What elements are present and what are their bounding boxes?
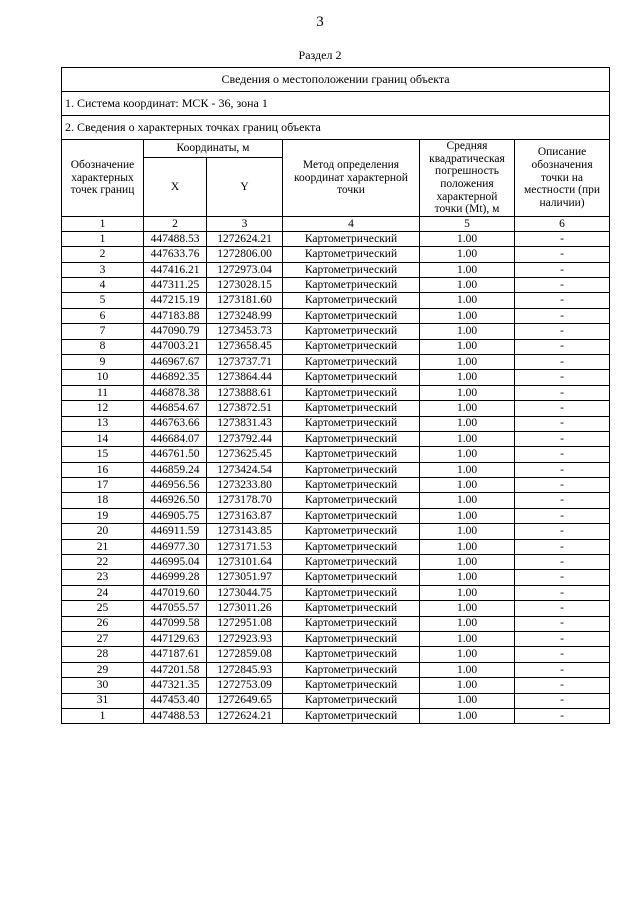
error-cell: 1.00 (420, 524, 515, 539)
point-id-cell: 31 (62, 693, 144, 708)
x-coord-cell: 447311.25 (144, 278, 207, 293)
method-cell: Картометрический (283, 585, 420, 600)
y-coord-cell: 1273181.60 (207, 293, 283, 308)
point-id-cell: 23 (62, 570, 144, 585)
method-cell: Картометрический (283, 416, 420, 431)
table-row (62, 293, 610, 308)
table-row (62, 539, 610, 554)
header-designation: Обозначение характерных точек границ (62, 140, 144, 217)
error-cell: 1.00 (420, 370, 515, 385)
point-id-cell: 17 (62, 478, 144, 493)
table-row (62, 416, 610, 431)
table-row (62, 555, 610, 570)
coord-system: 1. Система координат: МСК - 36, зона 1 (62, 92, 610, 116)
point-id-cell: 19 (62, 508, 144, 523)
error-cell: 1.00 (420, 278, 515, 293)
y-coord-cell: 1273171.53 (207, 539, 283, 554)
method-cell: Картометрический (283, 293, 420, 308)
error-cell: 1.00 (420, 616, 515, 631)
point-id-cell: 1 (62, 231, 144, 246)
error-cell: 1.00 (420, 308, 515, 323)
method-cell: Картометрический (283, 647, 420, 662)
method-cell: Картометрический (283, 708, 420, 723)
description-cell: - (515, 385, 610, 400)
y-coord-cell: 1272753.09 (207, 678, 283, 693)
description-cell: - (515, 354, 610, 369)
table-row (62, 385, 610, 400)
description-cell: - (515, 524, 610, 539)
error-cell: 1.00 (420, 693, 515, 708)
x-coord-cell: 446761.50 (144, 447, 207, 462)
x-coord-cell: 446995.04 (144, 555, 207, 570)
y-coord-cell: 1273888.61 (207, 385, 283, 400)
description-cell: - (515, 339, 610, 354)
method-cell: Картометрический (283, 431, 420, 446)
method-cell: Картометрический (283, 447, 420, 462)
point-id-cell: 16 (62, 462, 144, 477)
error-cell: 1.00 (420, 293, 515, 308)
x-coord-cell: 446684.07 (144, 431, 207, 446)
y-coord-cell: 1273625.45 (207, 447, 283, 462)
point-id-cell: 10 (62, 370, 144, 385)
y-coord-cell: 1272973.04 (207, 262, 283, 277)
point-id-cell: 9 (62, 354, 144, 369)
method-cell: Картометрический (283, 278, 420, 293)
description-cell: - (515, 647, 610, 662)
description-cell: - (515, 616, 610, 631)
method-cell: Картометрический (283, 478, 420, 493)
method-cell: Картометрический (283, 262, 420, 277)
y-coord-cell: 1272624.21 (207, 231, 283, 246)
method-cell: Картометрический (283, 570, 420, 585)
x-coord-cell: 446977.30 (144, 539, 207, 554)
y-coord-cell: 1272859.08 (207, 647, 283, 662)
description-cell: - (515, 632, 610, 647)
table-row (62, 493, 610, 508)
description-cell: - (515, 585, 610, 600)
x-coord-cell: 447099.58 (144, 616, 207, 631)
table-row (62, 308, 610, 323)
y-coord-cell: 1273044.75 (207, 585, 283, 600)
error-cell: 1.00 (420, 324, 515, 339)
y-coord-cell: 1272624.21 (207, 708, 283, 723)
table-row (62, 678, 610, 693)
method-cell: Картометрический (283, 678, 420, 693)
point-id-cell: 12 (62, 401, 144, 416)
table-row (62, 324, 610, 339)
header-error: Средняя квадратическая погрешность положения характерной точки (Mt), м (420, 140, 515, 217)
point-id-cell: 18 (62, 493, 144, 508)
table-row (62, 632, 610, 647)
column-number: 6 (515, 216, 610, 231)
method-cell: Картометрический (283, 308, 420, 323)
x-coord-cell: 447453.40 (144, 693, 207, 708)
points-caption: 2. Сведения о характерных точках границ объекта (62, 116, 610, 140)
description-cell: - (515, 278, 610, 293)
column-number: 2 (144, 216, 207, 231)
table-row (62, 708, 610, 723)
error-cell: 1.00 (420, 570, 515, 585)
point-id-cell: 30 (62, 678, 144, 693)
x-coord-cell: 447055.57 (144, 601, 207, 616)
method-cell: Картометрический (283, 524, 420, 539)
method-cell: Картометрический (283, 693, 420, 708)
method-cell: Картометрический (283, 370, 420, 385)
method-cell: Картометрический (283, 401, 420, 416)
point-id-cell: 3 (62, 262, 144, 277)
method-cell: Картометрический (283, 462, 420, 477)
x-coord-cell: 446967.67 (144, 354, 207, 369)
column-number-row (62, 216, 610, 231)
table-row (62, 585, 610, 600)
y-coord-cell: 1273424.54 (207, 462, 283, 477)
x-coord-cell: 447129.63 (144, 632, 207, 647)
point-id-cell: 21 (62, 539, 144, 554)
point-id-cell: 4 (62, 278, 144, 293)
error-cell: 1.00 (420, 585, 515, 600)
y-coord-cell: 1272845.93 (207, 662, 283, 677)
description-cell: - (515, 416, 610, 431)
error-cell: 1.00 (420, 647, 515, 662)
error-cell: 1.00 (420, 601, 515, 616)
x-coord-cell: 447416.21 (144, 262, 207, 277)
method-cell: Картометрический (283, 539, 420, 554)
description-cell: - (515, 555, 610, 570)
description-cell: - (515, 370, 610, 385)
y-coord-cell: 1273101.64 (207, 555, 283, 570)
header-method: Метод определения координат характерной точки (283, 140, 420, 217)
error-cell: 1.00 (420, 231, 515, 246)
point-id-cell: 29 (62, 662, 144, 677)
error-cell: 1.00 (420, 431, 515, 446)
method-cell: Картометрический (283, 339, 420, 354)
error-cell: 1.00 (420, 539, 515, 554)
error-cell: 1.00 (420, 354, 515, 369)
table-row (62, 370, 610, 385)
header-description: Описание обозначения точки на местности (при наличии) (515, 140, 610, 217)
error-cell: 1.00 (420, 247, 515, 262)
error-cell: 1.00 (420, 555, 515, 570)
description-cell: - (515, 262, 610, 277)
point-id-cell: 26 (62, 616, 144, 631)
point-id-cell: 14 (62, 431, 144, 446)
x-coord-cell: 446859.24 (144, 462, 207, 477)
error-cell: 1.00 (420, 678, 515, 693)
y-coord-cell: 1272923.93 (207, 632, 283, 647)
y-coord-cell: 1273658.45 (207, 339, 283, 354)
method-cell: Картометрический (283, 231, 420, 246)
error-cell: 1.00 (420, 385, 515, 400)
y-coord-cell: 1273178.70 (207, 493, 283, 508)
method-cell: Картометрический (283, 354, 420, 369)
x-coord-cell: 446763.66 (144, 416, 207, 431)
table-row (62, 262, 610, 277)
description-cell: - (515, 293, 610, 308)
table-title: Сведения о местоположении границ объекта (62, 68, 610, 92)
method-cell: Картометрический (283, 324, 420, 339)
error-cell: 1.00 (420, 401, 515, 416)
table-row (62, 662, 610, 677)
section-title: Раздел 2 (298, 48, 342, 62)
table-row (62, 570, 610, 585)
column-number: 3 (207, 216, 283, 231)
x-coord-cell: 446956.56 (144, 478, 207, 493)
x-coord-cell: 446926.50 (144, 493, 207, 508)
table-row (62, 401, 610, 416)
error-cell: 1.00 (420, 447, 515, 462)
description-cell: - (515, 539, 610, 554)
x-coord-cell: 447321.35 (144, 678, 207, 693)
point-id-cell: 13 (62, 416, 144, 431)
page-number: 3 (316, 14, 324, 30)
x-coord-cell: 446878.38 (144, 385, 207, 400)
x-coord-cell: 446905.75 (144, 508, 207, 523)
x-coord-cell: 447187.61 (144, 647, 207, 662)
error-cell: 1.00 (420, 478, 515, 493)
error-cell: 1.00 (420, 508, 515, 523)
boundary-points-table (61, 67, 610, 724)
description-cell: - (515, 508, 610, 523)
method-cell: Картометрический (283, 632, 420, 647)
x-coord-cell: 447488.53 (144, 708, 207, 723)
table-row (62, 339, 610, 354)
point-id-cell: 11 (62, 385, 144, 400)
description-cell: - (515, 570, 610, 585)
point-id-cell: 20 (62, 524, 144, 539)
x-coord-cell: 447215.19 (144, 293, 207, 308)
point-id-cell: 5 (62, 293, 144, 308)
description-cell: - (515, 447, 610, 462)
x-coord-cell: 447633.76 (144, 247, 207, 262)
table-row (62, 601, 610, 616)
x-coord-cell: 447183.88 (144, 308, 207, 323)
point-id-cell: 15 (62, 447, 144, 462)
point-id-cell: 6 (62, 308, 144, 323)
point-id-cell: 24 (62, 585, 144, 600)
description-cell: - (515, 662, 610, 677)
y-coord-cell: 1273248.99 (207, 308, 283, 323)
x-coord-cell: 447019.60 (144, 585, 207, 600)
error-cell: 1.00 (420, 493, 515, 508)
y-coord-cell: 1273233.80 (207, 478, 283, 493)
table-row (62, 647, 610, 662)
error-cell: 1.00 (420, 462, 515, 477)
method-cell: Картометрический (283, 616, 420, 631)
description-cell: - (515, 431, 610, 446)
error-cell: 1.00 (420, 708, 515, 723)
y-coord-cell: 1272806.00 (207, 247, 283, 262)
x-coord-cell: 447488.53 (144, 231, 207, 246)
description-cell: - (515, 324, 610, 339)
header-coords: Координаты, м (144, 140, 283, 158)
method-cell: Картометрический (283, 555, 420, 570)
table-row (62, 478, 610, 493)
description-cell: - (515, 462, 610, 477)
x-coord-cell: 447201.58 (144, 662, 207, 677)
point-id-cell: 22 (62, 555, 144, 570)
column-number: 5 (420, 216, 515, 231)
table-row (62, 447, 610, 462)
table-row (62, 247, 610, 262)
x-coord-cell: 446892.35 (144, 370, 207, 385)
y-coord-cell: 1273051.97 (207, 570, 283, 585)
description-cell: - (515, 401, 610, 416)
y-coord-cell: 1273163.87 (207, 508, 283, 523)
y-coord-cell: 1273453.73 (207, 324, 283, 339)
y-coord-cell: 1273011.26 (207, 601, 283, 616)
description-cell: - (515, 693, 610, 708)
y-coord-cell: 1272951.08 (207, 616, 283, 631)
description-cell: - (515, 493, 610, 508)
table-row (62, 431, 610, 446)
method-cell: Картометрический (283, 601, 420, 616)
x-coord-cell: 447003.21 (144, 339, 207, 354)
x-coord-cell: 446911.59 (144, 524, 207, 539)
point-id-cell: 7 (62, 324, 144, 339)
y-coord-cell: 1273864.44 (207, 370, 283, 385)
error-cell: 1.00 (420, 339, 515, 354)
x-coord-cell: 447090.79 (144, 324, 207, 339)
method-cell: Картометрический (283, 385, 420, 400)
y-coord-cell: 1273737.71 (207, 354, 283, 369)
method-cell: Картометрический (283, 662, 420, 677)
method-cell: Картометрический (283, 247, 420, 262)
error-cell: 1.00 (420, 262, 515, 277)
y-coord-cell: 1272649.65 (207, 693, 283, 708)
y-coord-cell: 1273143.85 (207, 524, 283, 539)
x-coord-cell: 446999.28 (144, 570, 207, 585)
error-cell: 1.00 (420, 632, 515, 647)
method-cell: Картометрический (283, 508, 420, 523)
table-row (62, 508, 610, 523)
table-row (62, 231, 610, 246)
y-coord-cell: 1273872.51 (207, 401, 283, 416)
table-row (62, 524, 610, 539)
point-id-cell: 1 (62, 708, 144, 723)
description-cell: - (515, 308, 610, 323)
header-y: Y (207, 158, 283, 217)
column-number: 4 (283, 216, 420, 231)
point-id-cell: 8 (62, 339, 144, 354)
description-cell: - (515, 708, 610, 723)
description-cell: - (515, 678, 610, 693)
point-id-cell: 28 (62, 647, 144, 662)
table-row (62, 278, 610, 293)
description-cell: - (515, 231, 610, 246)
table-row (62, 693, 610, 708)
table-row (62, 616, 610, 631)
point-id-cell: 2 (62, 247, 144, 262)
y-coord-cell: 1273028.15 (207, 278, 283, 293)
x-coord-cell: 446854.67 (144, 401, 207, 416)
column-number: 1 (62, 216, 144, 231)
description-cell: - (515, 601, 610, 616)
table-row (62, 462, 610, 477)
description-cell: - (515, 247, 610, 262)
y-coord-cell: 1273831.43 (207, 416, 283, 431)
header-x: X (144, 158, 207, 217)
description-cell: - (515, 478, 610, 493)
method-cell: Картометрический (283, 493, 420, 508)
error-cell: 1.00 (420, 416, 515, 431)
y-coord-cell: 1273792.44 (207, 431, 283, 446)
error-cell: 1.00 (420, 662, 515, 677)
point-id-cell: 25 (62, 601, 144, 616)
table-row (62, 354, 610, 369)
point-id-cell: 27 (62, 632, 144, 647)
